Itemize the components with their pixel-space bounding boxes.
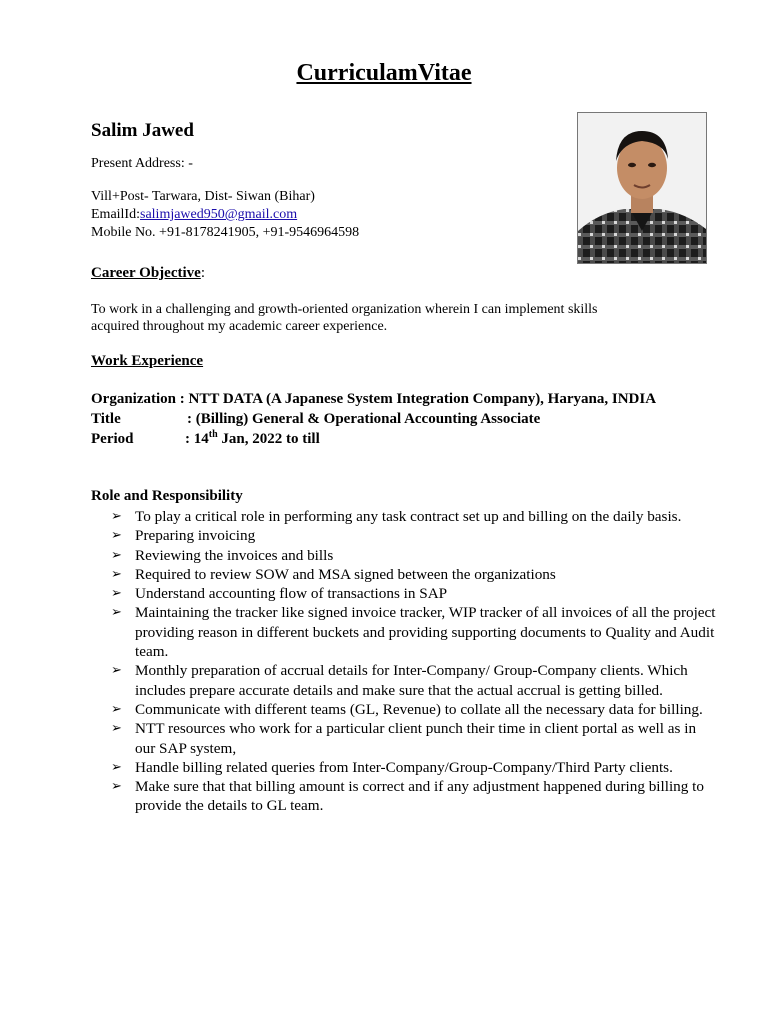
candidate-name: Salim Jawed <box>91 120 194 141</box>
present-address-label: Present Address: - <box>91 156 193 171</box>
period-value: : 14th Jan, 2022 to till <box>185 429 320 447</box>
job-title-label: Title <box>91 411 121 427</box>
arrow-bullet-icon: ➢ <box>111 759 122 775</box>
arrow-bullet-icon: ➢ <box>111 547 122 563</box>
responsibility-item: ➢ NTT resources who work for a particular client punch their time in client portal as well as in our SAP system, <box>111 720 697 757</box>
mobile-line: Mobile No. +91-8178241905, +91-9546964598 <box>91 225 360 240</box>
job-title-row <box>91 411 540 428</box>
responsibility-list <box>91 507 716 816</box>
organization-value: NTT DATA (A Japanese System Integration Company), Haryana, INDIA <box>188 391 657 407</box>
period-row <box>91 431 320 448</box>
work-experience-heading: Work Experience <box>91 353 204 369</box>
responsibility-item: ➢ Handle billing related queries from Inter-Company/Group-Company/Third Party clients. <box>111 758 673 776</box>
career-objective-heading: Career Objective: <box>91 265 205 281</box>
job-title-value: : (Billing) General & Operational Accounting Associate <box>187 411 541 427</box>
responsibility-item: ➢ Reviewing the invoices and bills <box>111 546 334 564</box>
period-label: Period <box>91 431 134 447</box>
responsibility-item: ➢ Maintaining the tracker like signed invoice tracker, WIP tracker of all invoices of all the project providing reason in different buckets and providing supporting documents to Quality and Audit team. <box>111 604 716 661</box>
email-label: EmailId: <box>91 207 140 222</box>
arrow-bullet-icon: ➢ <box>111 566 122 582</box>
role-responsibility-heading: Role and Responsibility <box>91 488 243 504</box>
arrow-bullet-icon: ➢ <box>111 663 122 679</box>
responsibility-item: ➢ Monthly preparation of accrual details for Inter-Company/ Group-Company clients. Which includes prepare accurate details and make sure that the actual accrual is getting billed. <box>111 662 688 699</box>
responsibility-item: ➢ Understand accounting flow of transactions in SAP <box>111 585 448 603</box>
address-line: Vill+Post- Tarwara, Dist- Siwan (Bihar) <box>91 189 315 204</box>
arrow-bullet-icon: ➢ <box>111 721 122 737</box>
email-line <box>91 207 297 223</box>
arrow-bullet-icon: ➢ <box>111 779 122 795</box>
page-title: CurriculamVitae <box>296 60 472 86</box>
email-link[interactable]: salimjawed950@gmail.com <box>140 207 298 222</box>
responsibility-item: ➢ Communicate with different teams (GL, Revenue) to collate all the necessary data for billing. <box>111 700 703 718</box>
profile-photo <box>577 112 707 264</box>
arrow-bullet-icon: ➢ <box>111 605 122 621</box>
arrow-bullet-icon: ➢ <box>111 586 122 602</box>
responsibility-item: ➢ Required to review SOW and MSA signed between the organizations <box>111 565 556 583</box>
responsibility-item: ➢ Preparing invoicing <box>111 527 256 545</box>
arrow-bullet-icon: ➢ <box>111 701 122 717</box>
responsibility-item: ➢ To play a critical role in performing any task contract set up and billing on the daily basis. <box>111 508 682 525</box>
arrow-bullet-icon: ➢ <box>111 509 122 524</box>
responsibility-item: ➢ Make sure that that billing amount is correct and if any adjustment happened during billing to provide the details to GL team. <box>111 778 704 815</box>
arrow-bullet-icon: ➢ <box>111 528 122 544</box>
career-objective-text: To work in a challenging and growth-oriented organization wherein I can implement skills acquired throughout my academic career experience. <box>91 302 598 334</box>
organization-row <box>91 391 656 408</box>
organization-label: Organization : <box>91 391 185 407</box>
